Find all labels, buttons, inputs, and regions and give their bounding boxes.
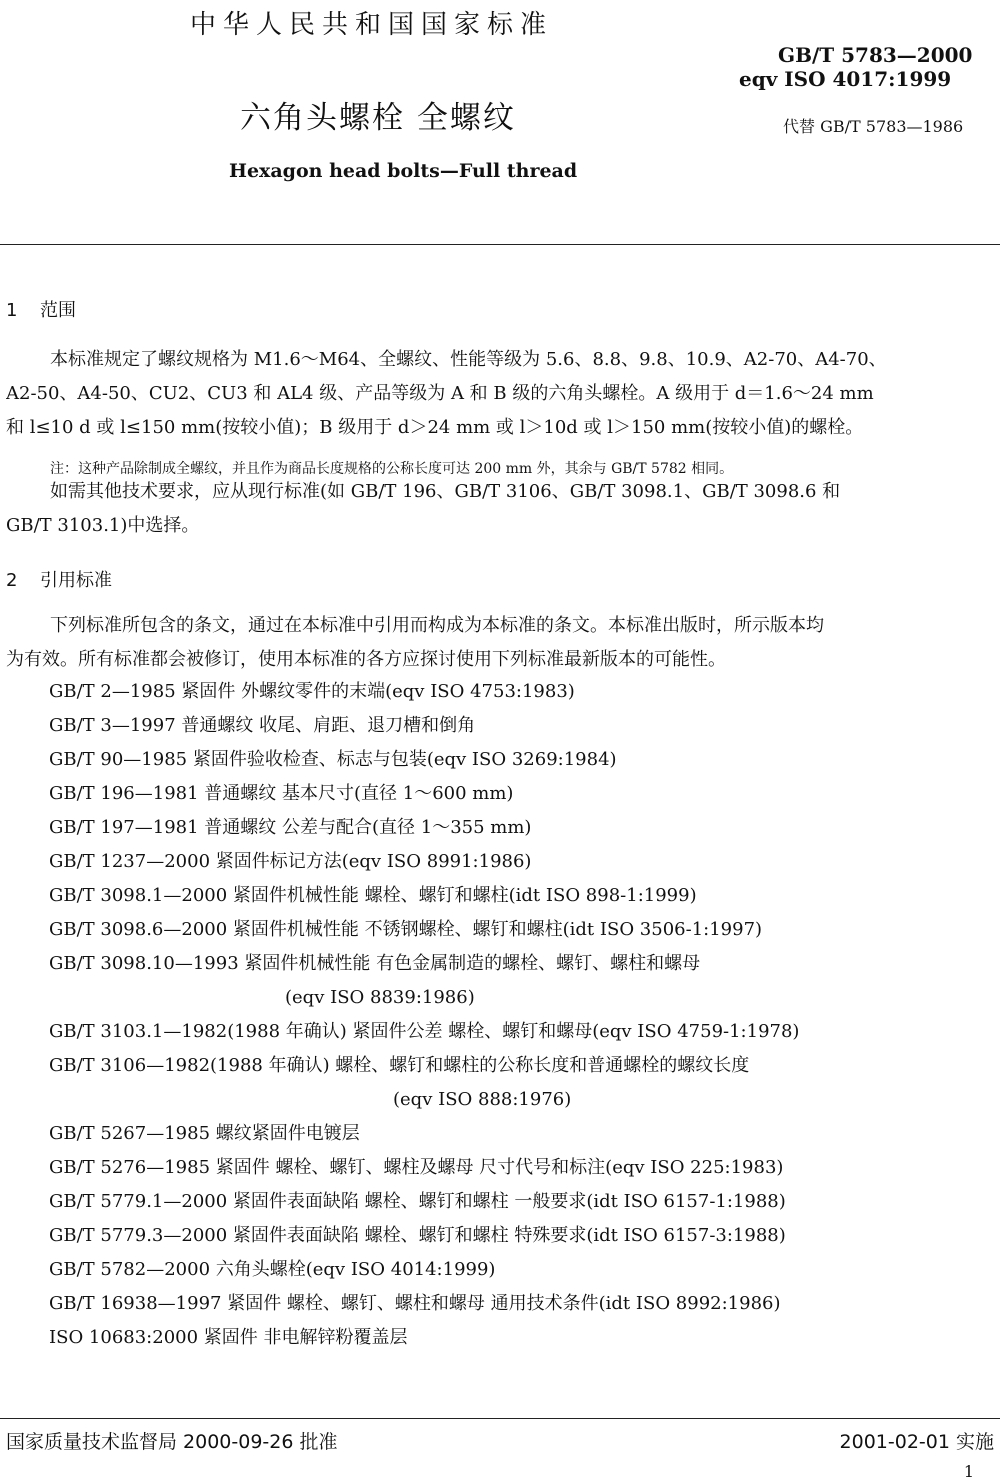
reference-item: GB/T 197—1981 普通螺纹 公差与配合(直径 1～355 mm) [49, 817, 532, 838]
reference-item: GB/T 5782—2000 六角头螺栓(eqv ISO 4014:1999) [49, 1259, 496, 1280]
paragraph-line: 为有效。所有标准都会被修订，使用本标准的各方应探讨使用下列标准最新版本的可能性。 [6, 649, 726, 670]
reference-item: GB/T 5779.3—2000 紧固件表面缺陷 螺栓、螺钉和螺柱 特殊要求(idt ISO 6157-3:1988) [49, 1225, 786, 1246]
scope-paragraph [6, 343, 996, 445]
paragraph-line: 如需其他技术要求，应从现行标准(如 GB/T 196、GB/T 3106、GB/T 3098.1、GB/T 3098.6 和 [50, 481, 841, 502]
section-2-heading [6, 566, 112, 592]
other-requirements-paragraph [6, 475, 996, 543]
paragraph-line: A2-50、A4-50、CU2、CU3 和 AL4 级、产品等级为 A 和 B 级的六角头螺栓。A 级用于 d＝1.6～24 mm [6, 383, 874, 404]
reference-item: GB/T 3098.1—2000 紧固件机械性能 螺栓、螺钉和螺柱(idt ISO 898-1:1999) [49, 885, 697, 906]
equivalent-standard-number: eqv ISO 4017:1999 [739, 67, 952, 91]
reference-item: GB/T 3098.10—1993 紧固件机械性能 有色金属制造的螺栓、螺钉、螺柱和螺母 [49, 953, 701, 974]
page-number: 1 [963, 1462, 974, 1481]
reference-item: GB/T 3098.6—2000 紧固件机械性能 不锈钢螺栓、螺钉和螺柱(idt ISO 3506-1:1997) [49, 919, 763, 940]
reference-item: GB/T 3106—1982(1988 年确认) 螺栓、螺钉和螺柱的公称长度和普通螺栓的螺纹长度 [49, 1055, 750, 1076]
approval-statement: 国家质量技术监督局 2000-09-26 批准 [6, 1431, 338, 1453]
reference-item: GB/T 90—1985 紧固件验收检查、标志与包装(eqv ISO 3269:1984) [49, 749, 617, 770]
reference-item: GB/T 5276—1985 紧固件 螺栓、螺钉、螺柱及螺母 尺寸代号和标注(eqv ISO 225:1983) [49, 1157, 784, 1178]
national-standard-title: 中华人民共和国国家标准 [190, 10, 554, 40]
reference-item: GB/T 1237—2000 紧固件标记方法(eqv ISO 8991:1986) [49, 851, 532, 872]
effective-date: 2001-02-01 实施 [839, 1431, 994, 1453]
document-title-chinese: 六角头螺栓 全螺纹 [240, 100, 516, 136]
section-title: 引用标准 [40, 570, 112, 591]
reference-item: GB/T 16938—1997 紧固件 螺栓、螺钉、螺柱和螺母 通用技术条件(idt ISO 8992:1986) [49, 1293, 781, 1314]
paragraph-line: 本标准规定了螺纹规格为 M1.6～M64、全螺纹、性能等级为 5.6、8.8、9.8、10.9、A2-70、A4-70、 [50, 349, 887, 370]
footer-divider [0, 1418, 1000, 1419]
reference-item: GB/T 3103.1—1982(1988 年确认) 紧固件公差 螺栓、螺钉和螺母(eqv ISO 4759-1:1978) [49, 1021, 800, 1042]
reference-item: GB/T 196—1981 普通螺纹 基本尺寸(直径 1～600 mm) [49, 783, 514, 804]
section-number: 2 [6, 570, 18, 591]
paragraph-line: 和 l≤10 d 或 l≤150 mm(按较小值)；B 级用于 d＞24 mm 或 l＞10d 或 l＞150 mm(按较小值)的螺栓。 [6, 417, 864, 438]
reference-item: GB/T 5267—1985 螺纹紧固件电镀层 [49, 1123, 360, 1144]
reference-item: GB/T 3—1997 普通螺纹 收尾、肩距、退刀槽和倒角 [49, 715, 476, 736]
reference-item: GB/T 2—1985 紧固件 外螺纹零件的末端(eqv ISO 4753:1983) [49, 681, 575, 702]
section-1-heading [6, 296, 76, 322]
reference-item: ISO 10683:2000 紧固件 非电解锌粉覆盖层 [49, 1327, 408, 1348]
standard-number: GB/T 5783—2000 [778, 43, 973, 67]
reference-item-continuation: (eqv ISO 888:1976) [393, 1089, 572, 1110]
header-divider [0, 244, 1000, 245]
reference-list [49, 675, 989, 1355]
paragraph-line: GB/T 3103.1)中选择。 [6, 515, 200, 536]
section-number: 1 [6, 300, 18, 321]
document-title-english: Hexagon head bolts—Full thread [229, 160, 578, 182]
reference-item: GB/T 5779.1—2000 紧固件表面缺陷 螺栓、螺钉和螺柱 一般要求(idt ISO 6157-1:1988) [49, 1191, 786, 1212]
paragraph-line: 下列标准所包含的条文，通过在本标准中引用而构成为本标准的条文。本标准出版时，所示版本均 [50, 615, 824, 636]
section-title: 范围 [40, 300, 76, 321]
reference-item-continuation: (eqv ISO 8839:1986) [285, 987, 475, 1008]
normative-references-paragraph [6, 609, 996, 677]
replaces-standard: 代替 GB/T 5783—1986 [783, 117, 964, 136]
scope-note: 注：这种产品除制成全螺纹，并且作为商品长度规格的公称长度可达 200 mm 外，其余与 GB/T 5782 相同。 [50, 461, 734, 477]
